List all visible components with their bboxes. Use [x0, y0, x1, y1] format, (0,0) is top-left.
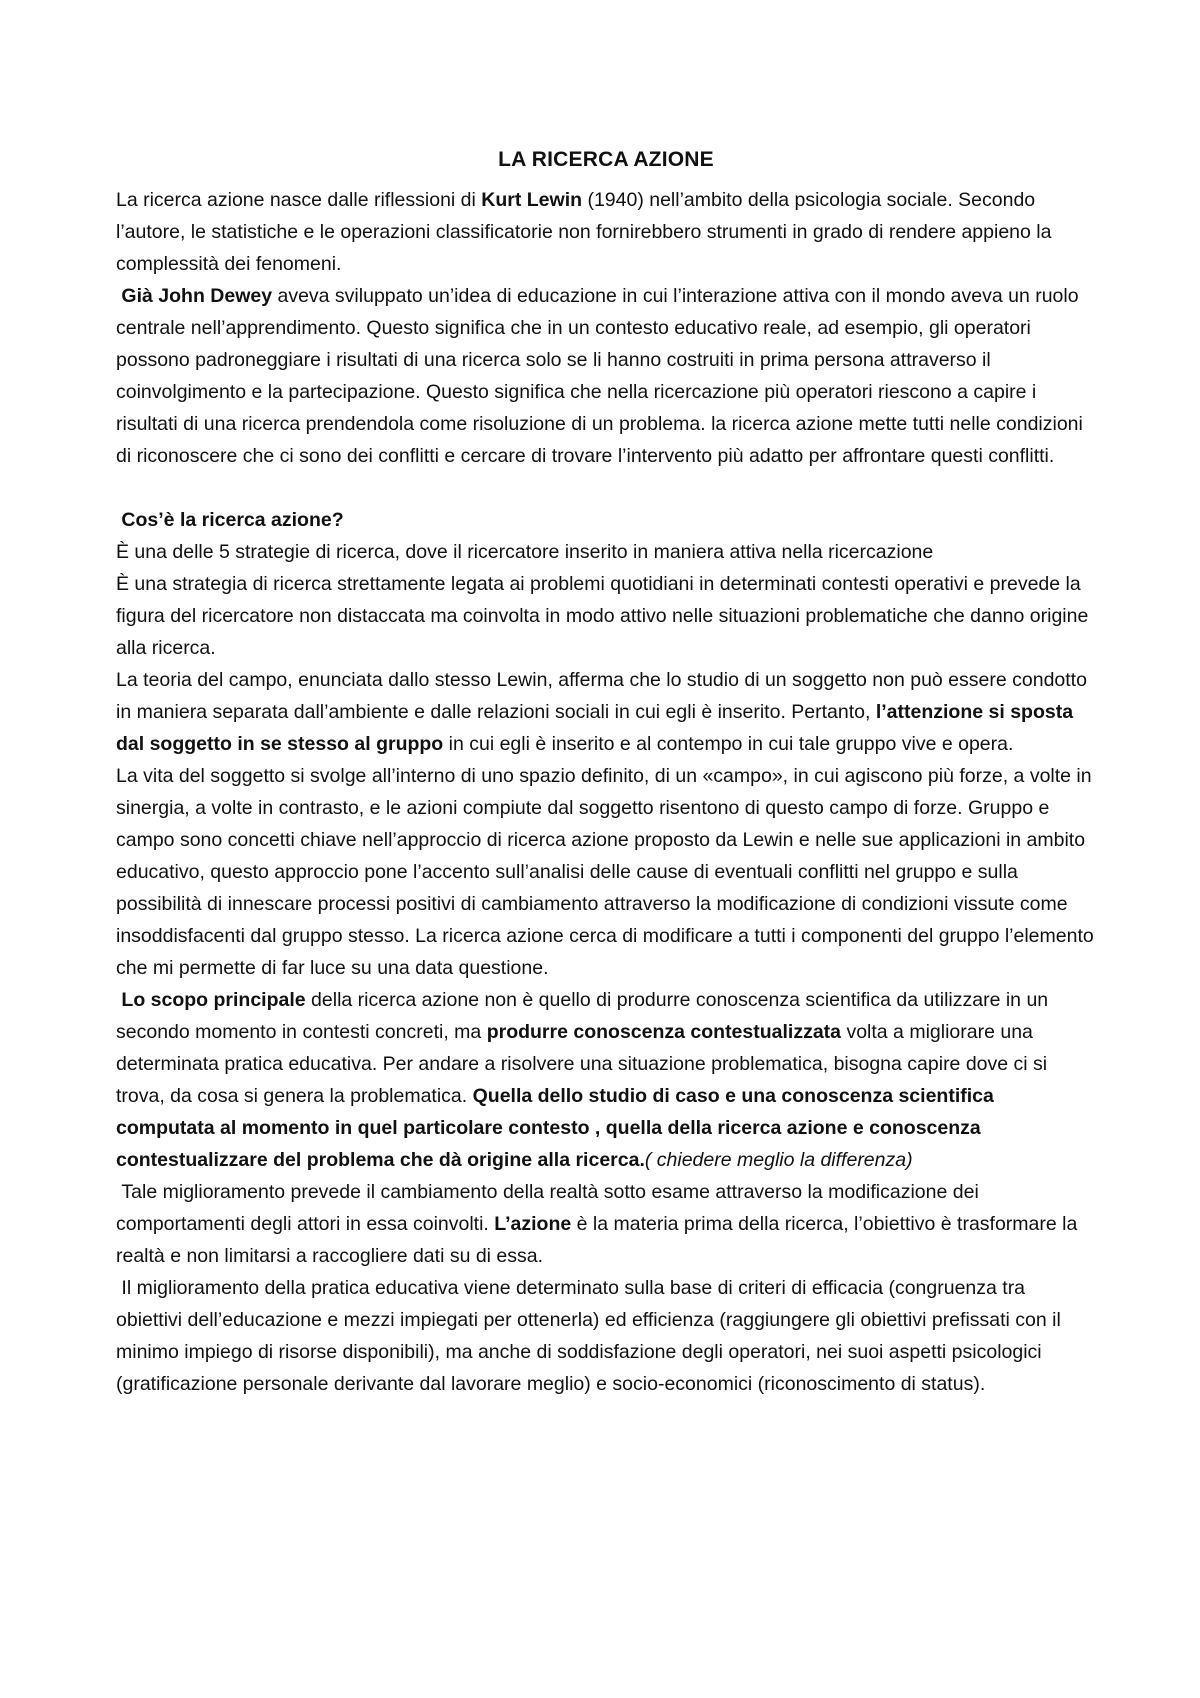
text-run: aveva sviluppato un’idea di educazione in cui l’interazione attiva con il mondo aveva un ruolo centrale nell’apprendimento. Questo significa che in un contesto educativo reale, ad esempio, gli operatori possono padroneggiare i risultati di una ricerca solo se li hanno costruiti in prima persona attraverso il coinvolgimento e la partecipazione. Questo significa che nella ricercazione più operatori riescono a capire i risultati di una ricerca prendendola come risoluzione di un problema. la ricerca azione mette tutti nelle condizioni di riconoscere che ci sono dei conflitti e cercare di trovare l’intervento più adatto per affrontare questi conflitti. — [116, 285, 1083, 467]
document-title: LA RICERCA AZIONE — [498, 148, 714, 171]
bold-text-attenzione: l’attenzione si sposta dal soggetto in se stesso al gruppo — [116, 701, 1074, 755]
bold-text-scopo: Lo scopo principale — [121, 989, 306, 1011]
paragraph-intro — [116, 184, 1096, 280]
text-run: Tale miglioramento prevede il cambiamento della realtà sotto esame attraverso la modificazione dei comportamenti degli attori in essa coinvolti. — [116, 1181, 979, 1235]
bold-text-azione: L’azione — [494, 1213, 572, 1235]
text-run: è la materia prima della ricerca, l’obiettivo è trasformare la realtà e non limitarsi a raccogliere dati su di essa. — [116, 1213, 1078, 1267]
bold-text-john-dewey: Già John Dewey — [121, 285, 273, 307]
text-run: La ricerca azione nasce dalle riflessioni di — [116, 189, 482, 211]
bold-text-studio-caso: Quella dello studio di caso e una conoscenza scientifica computata al momento in quel particolare contesto , quella della ricerca azione e conoscenza contestualizzare del problema che dà origine alla ricerca. — [116, 1085, 994, 1171]
paragraph-scopo — [116, 984, 1096, 1176]
text-run: della ricerca azione non è quello di produrre conoscenza scientifica da utilizzare in un secondo momento in contesti concreti, ma — [116, 989, 1049, 1043]
text-run: volta a migliorare una determinata pratica educativa. Per andare a risolvere una situazione problematica, bisogna capire dove ci si trova, da cosa si genera la problematica. — [116, 1021, 1048, 1107]
text-run: in cui egli è inserito e al contempo in cui tale gruppo vive e opera. — [443, 733, 1014, 755]
blank-line — [116, 472, 1096, 504]
paragraph-pratica-educativa — [116, 1272, 1096, 1400]
paragraph-strategie: È una delle 5 strategie di ricerca, dove il ricercatore inserito in maniera attiva nella ricercazione — [116, 541, 934, 563]
bold-text-kurt-lewin: Kurt Lewin — [481, 189, 583, 211]
text-run: (1940) nell’ambito della psicologia sociale. Secondo l’autore, le statistiche e le operazioni classificatorie non fornirebbero strumenti in grado di rendere appieno la complessità dei fenomeni. — [116, 189, 1052, 275]
text-run: Il miglioramento della pratica educativa viene determinato sulla base di criteri di efficacia (congruenza tra obiettivi dell’educazione e mezzi impiegati per ottenerla) ed efficienza (raggiungere gli obiettivi prefissati con il minimo impiego di risorse disponibili), ma anche di soddisfazione degli operatori, nei suoi aspetti psicologici (gratificazione personale derivante dal lavorare meglio) e socio-economici (riconoscimento di status). — [116, 1277, 1061, 1395]
italic-note: ( chiedere meglio la differenza) — [644, 1149, 913, 1171]
section-heading — [116, 504, 1096, 536]
heading-text: Cos’è la ricerca azione? — [121, 509, 344, 531]
paragraph-teoria-campo — [116, 664, 1096, 760]
paragraph-dewey — [116, 280, 1096, 472]
paragraph-vita-soggetto: La vita del soggetto si svolge all’interno di uno spazio definito, di un «campo», in cui agiscono più forze, a volte in sinergia, a volte in contrasto, e le azioni compiute dal soggetto risentono di questo campo di forze. Gruppo e campo sono concetti chiave nell’approccio di ricerca azione proposto da Lewin e nelle sue applicazioni in ambito educativo, questo approccio pone l’accento sull’analisi delle cause di eventuali conflitti nel gruppo e sulla possibilità di innescare processi positivi di cambiamento attraverso la modificazione di condizioni vissute come insoddisfacenti dal gruppo stesso. La ricerca azione cerca di modificare a tutti i componenti del gruppo l’elemento che mi permette di far luce su una data questione. — [116, 765, 1094, 979]
bold-text-conoscenza: produrre conoscenza contestualizzata — [486, 1021, 842, 1043]
document-page — [116, 148, 1096, 1400]
paragraph-miglioramento — [116, 1176, 1096, 1272]
paragraph-strategia-ricerca: È una strategia di ricerca strettamente legata ai problemi quotidiani in determinati contesti operativi e prevede la figura del ricercatore non distaccata ma coinvolta in modo attivo nelle situazioni problematiche che danno origine alla ricerca. — [116, 573, 1089, 659]
text-run: La teoria del campo, enunciata dallo stesso Lewin, afferma che lo studio di un soggetto non può essere condotto in maniera separata dall’ambiente e dalle relazioni sociali in cui egli è inserito. Pertanto, — [116, 669, 1087, 723]
